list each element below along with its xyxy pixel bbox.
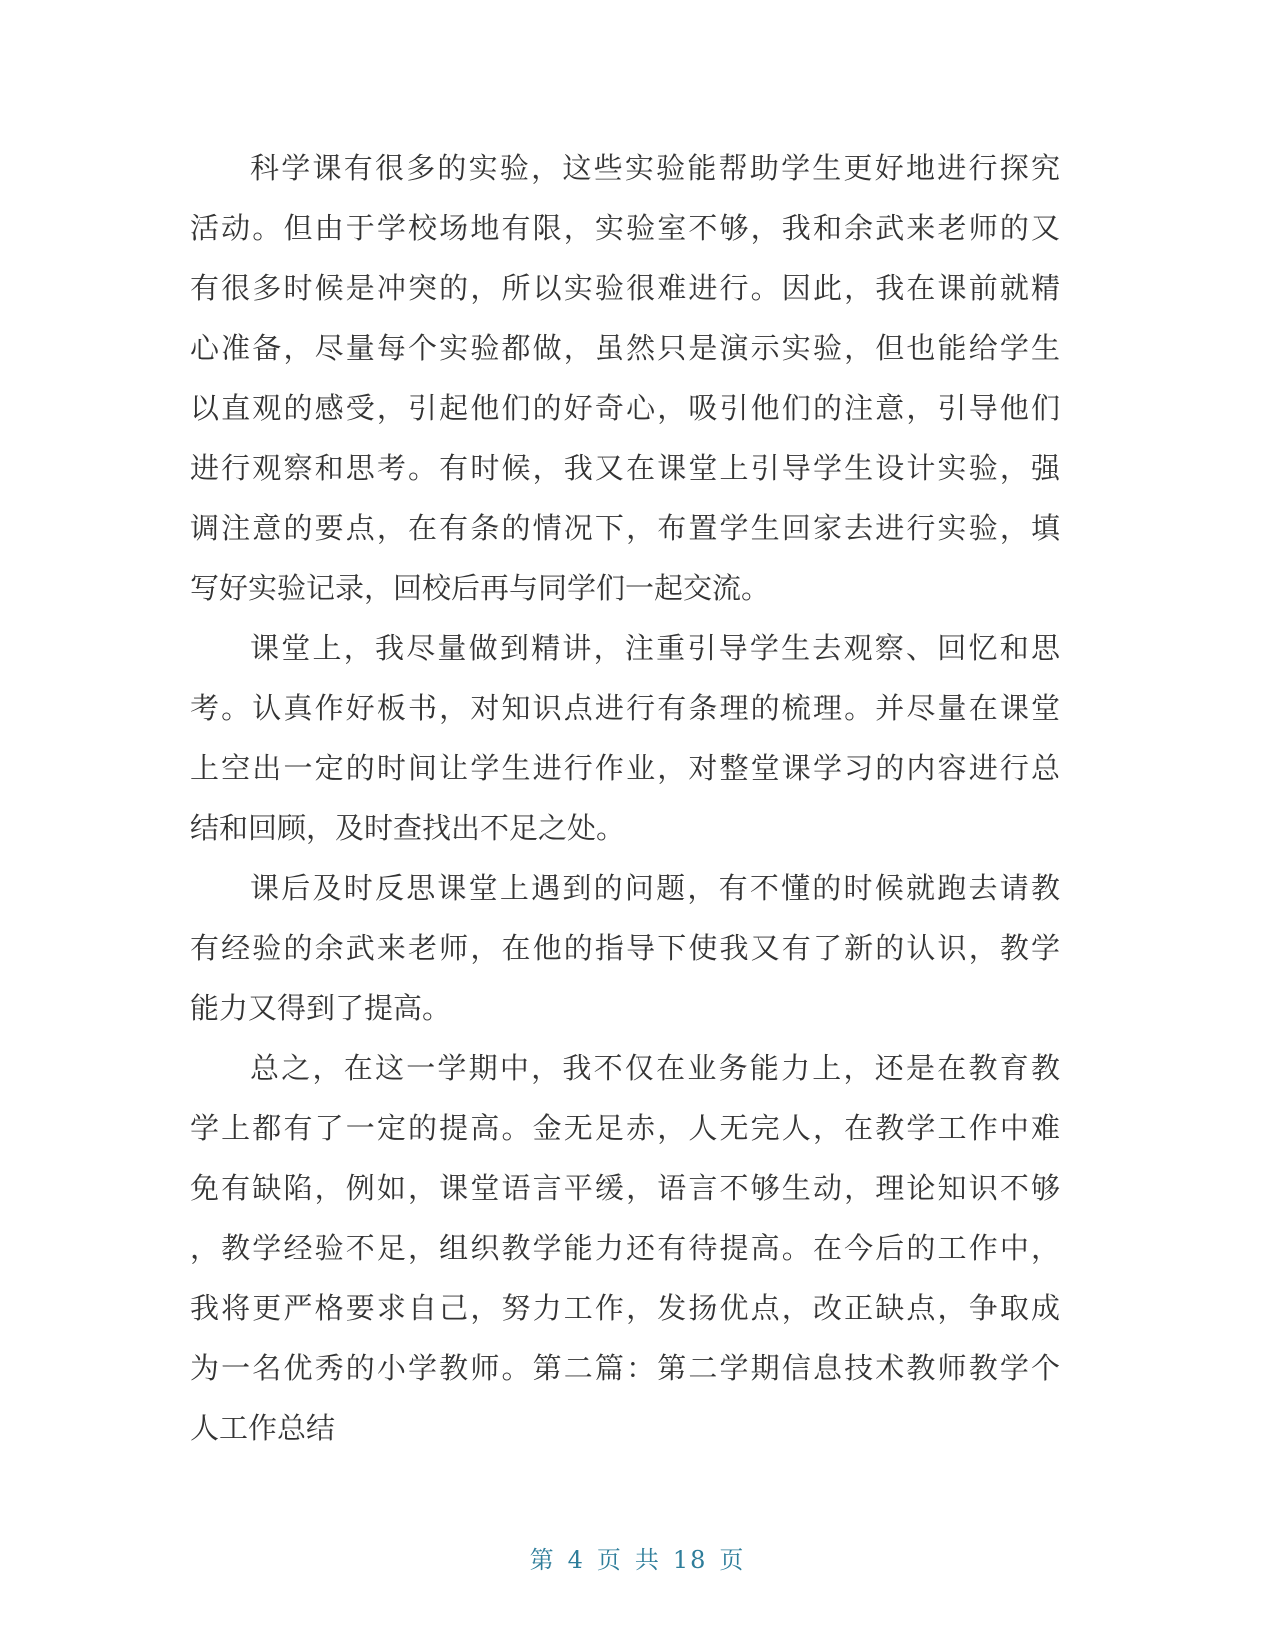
text-line: 免有缺陷，例如，课堂语言平缓，语言不够生动，理论知识不够 [190, 1171, 1060, 1205]
text-line: 课后及时反思课堂上遇到的问题，有不懂的时候就跑去请教 [250, 871, 1060, 905]
text-line: 人工作总结 [190, 1411, 336, 1445]
current-page-number: 4 [567, 1546, 585, 1574]
text-line: 有经验的余武来老师，在他的指导下使我又有了新的认识，教学 [190, 931, 1060, 965]
document-body [190, 138, 1060, 1458]
paragraph [190, 1038, 1060, 1458]
footer-suffix: 页 [719, 1546, 746, 1574]
footer-total-label: 共 [634, 1546, 661, 1574]
text-line: 进行观察和思考。有时候，我又在课堂上引导学生设计实验，强 [190, 451, 1060, 485]
paragraph [190, 138, 1060, 618]
text-line: 学上都有了一定的提高。金无足赤，人无完人，在教学工作中难 [190, 1111, 1060, 1145]
text-line: 调注意的要点，在有条的情况下，布置学生回家去进行实验，填 [190, 511, 1060, 545]
text-line: 结和回顾，及时查找出不足之处。 [190, 811, 626, 845]
text-line: 写好实验记录，回校后再与同学们一起交流。 [190, 571, 771, 605]
text-line: 能力又得到了提高。 [190, 991, 452, 1025]
text-line: 我将更严格要求自己，努力工作，发扬优点，改正缺点，争取成 [190, 1291, 1060, 1325]
page-footer [0, 1540, 1275, 1575]
total-page-count: 18 [672, 1546, 708, 1574]
text-line: 以直观的感受，引起他们的好奇心，吸引他们的注意，引导他们 [190, 391, 1060, 425]
text-line: 科学课有很多的实验，这些实验能帮助学生更好地进行探究 [250, 151, 1060, 185]
text-line: ，教学经验不足，组织教学能力还有待提高。在今后的工作中， [190, 1231, 1060, 1265]
footer-page-label: 页 [596, 1546, 623, 1574]
text-line: 上空出一定的时间让学生进行作业，对整堂课学习的内容进行总 [190, 751, 1060, 785]
text-line: 总之，在这一学期中，我不仅在业务能力上，还是在教育教 [250, 1051, 1060, 1085]
text-line: 有很多时候是冲突的，所以实验很难进行。因此，我在课前就精 [190, 271, 1060, 305]
text-line: 课堂上，我尽量做到精讲，注重引导学生去观察、回忆和思 [250, 631, 1060, 665]
paragraph [190, 858, 1060, 1038]
text-line: 考。认真作好板书，对知识点进行有条理的梳理。并尽量在课堂 [190, 691, 1060, 725]
footer-prefix: 第 [529, 1546, 556, 1574]
text-line: 活动。但由于学校场地有限，实验室不够，我和余武来老师的又 [190, 211, 1060, 245]
text-line: 为一名优秀的小学教师。第二篇：第二学期信息技术教师教学个 [190, 1351, 1060, 1385]
text-line: 心准备，尽量每个实验都做，虽然只是演示实验，但也能给学生 [190, 331, 1060, 365]
paragraph [190, 618, 1060, 858]
